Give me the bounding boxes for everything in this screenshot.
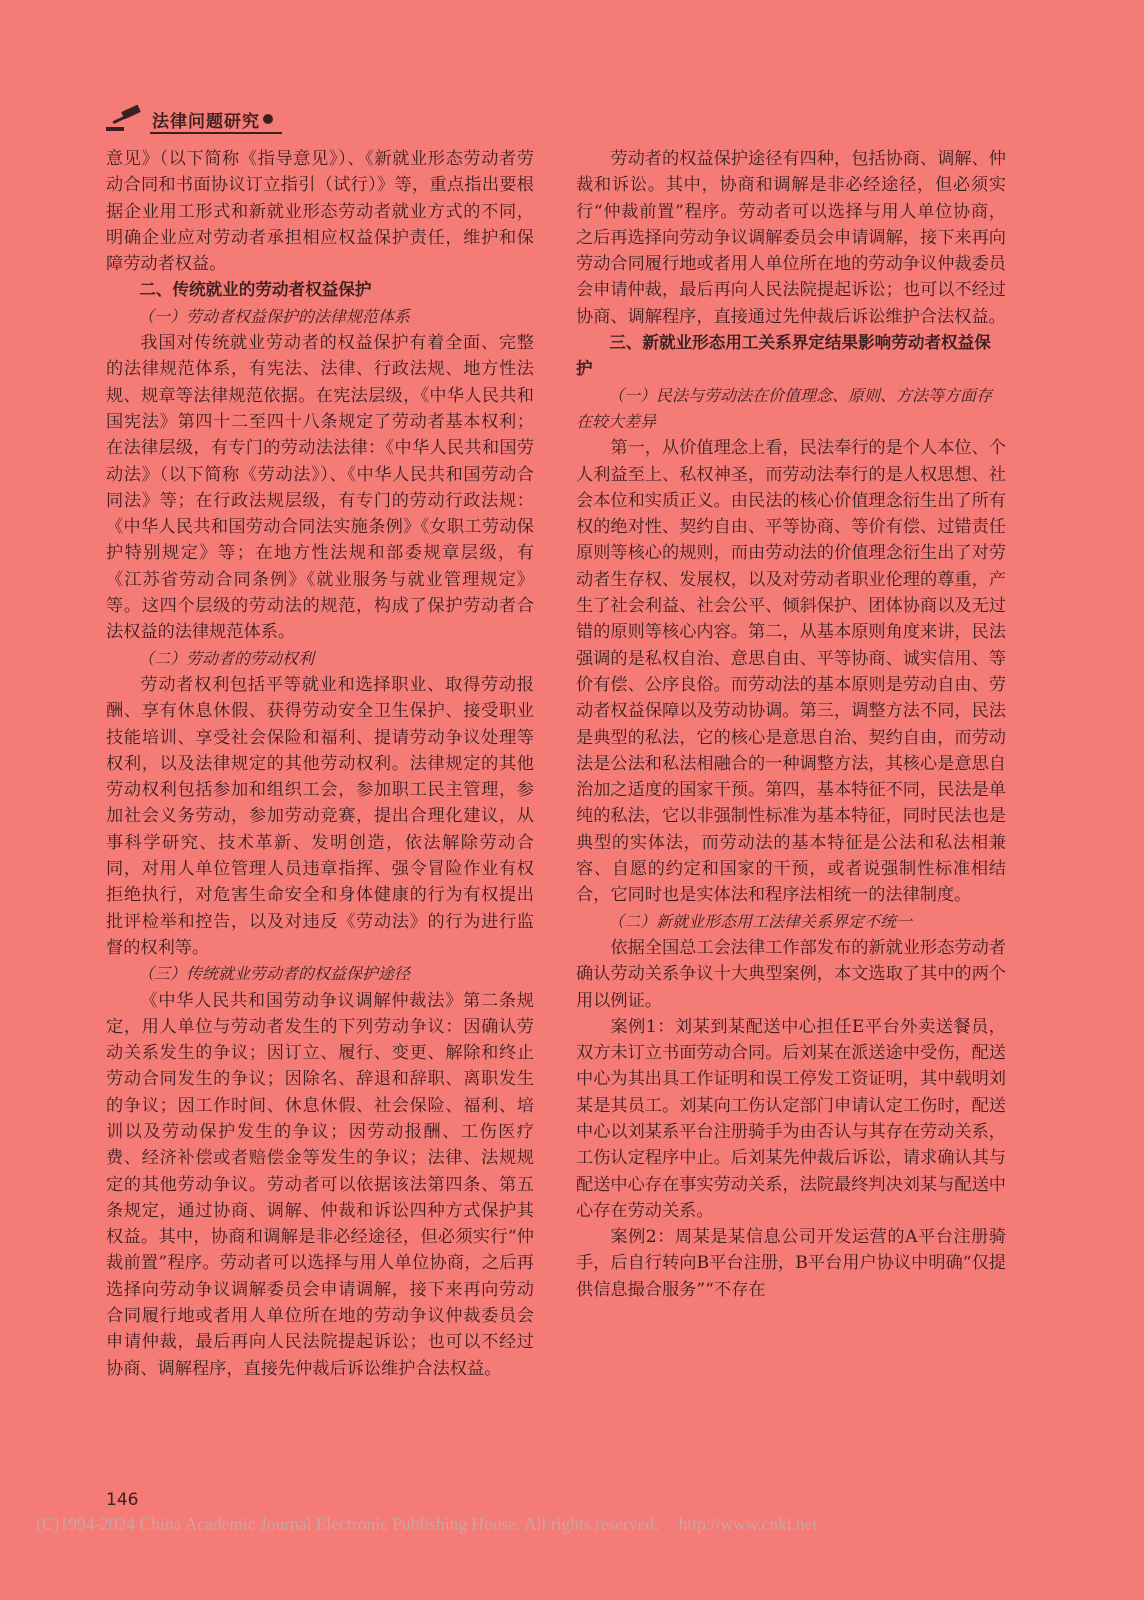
running-header [106, 104, 286, 134]
left-column [106, 146, 534, 1382]
section-heading: 二、传统就业的劳动者权益保护 [139, 280, 372, 300]
body-paragraph: 案例2：周某是某信息公司开发运营的A平台注册骑手，后自行转向B平台注册，B平台用户协议中明确“仅提供信息撮合服务”“不存在 [576, 1227, 1006, 1300]
body-paragraph: 依据全国总工会法律工作部发布的新就业形态劳动者确认劳动关系争议十大典型案例，本文选取了其中的两个用以例证。 [576, 937, 1006, 1011]
body-paragraph: 我国对传统就业劳动者的权益保护有着全面、完整的法律规范体系，有宪法、法律、行政法规、地方性法规、规章等法律规范依据。在宪法层级，《中华人民共和国宪法》第四十二至四十八条规定了劳动者基本权利；在法律层级，有专门的劳动法法律：《中华人民共和国劳动法》（以下简称《劳动法》）、《中华人民共和国劳动合同法》等；在行政法规层级，有专门的劳动行政法规：《中华人民共和国劳动合同法实施条例》《女职工劳动保护特别规定》等；在地方性法规和部委规章层级，有《江苏省劳动合同条例》《就业服务与就业管理规定》等。这四个层级的劳动法的规范，构成了保护劳动者合法权益的法律规范体系。 [106, 333, 534, 643]
body-paragraph: 第一，从价值理念上看，民法奉行的是个人本位、个人利益至上、私权神圣，而劳动法奉行的是人权思想、社会本位和实质正义。由民法的核心价值理念衍生出了所有权的绝对性、契约自由、平等协商、等价有偿、过错责任原则等核心的规则，而由劳动法的价值理念衍生出了对劳动者生存权、发展权，以及对劳动者职业伦理的尊重，产生了社会利益、社会公平、倾斜保护、团体协商以及无过错的原则等核心内容。第二，从基本原则角度来讲，民法强调的是私权自治、意思自由、平等协商、诚实信用、等价有偿、公序良俗。而劳动法的基本原则是劳动自由、劳动者权益保障以及劳动协调。第三，调整方法不同，民法是典型的私法，它的核心是意思自治、契约自由，而劳动法是公法和私法相融合的一种调整方法，其核心是意思自治加之适度的国家干预。第四，基本特征不同，民法是单纯的私法，它以非强制性标准为基本特征，同时民法也是典型的实体法，而劳动法的基本特征是公法和私法相兼容、自愿的约定和国家的干预，或者说强制性标准相结合，它同时也是实体法和程序法相统一的法律制度。 [576, 438, 1006, 906]
gavel-icon [106, 105, 148, 133]
subsection-heading: （二）新就业形态用工法律关系界定不统一 [608, 911, 913, 931]
copyright-footer [36, 1514, 817, 1535]
header-rule [150, 132, 282, 134]
subsection-heading: （三）传统就业劳动者的权益保护途径 [138, 964, 411, 984]
body-paragraph: 劳动者的权益保护途径有四种，包括协商、调解、仲裁和诉讼。其中，协商和调解是非必经途径，但必须实行“仲裁前置”程序。劳动者可以选择与用人单位协商，之后再选择向劳动争议调解委员会申请调解，接下来再向劳动合同履行地或者用人单位所在地的劳动争议仲裁委员会申请仲裁，最后再向人民法院提起诉讼；也可以不经过协商、调解程序，直接通过先仲裁后诉讼维护合法权益。 [576, 149, 1006, 327]
copyright-text: (C)1994-2024 China Academic Journal Electronic Publishing House. All rights reserved. [36, 1514, 659, 1534]
body-paragraph: 案例1：刘某到某配送中心担任E平台外卖送餐员，双方未订立书面劳动合同。后刘某在派送途中受伤，配送中心为其出具工作证明和误工停发工资证明，其中载明刘某是其员工。刘某向工伤认定部门申请认定工伤时，配送中心以刘某系平台注册骑手为由否认与其存在劳动关系，工伤认定程序中止。后刘某先仲裁后诉讼，请求确认其与配送中心存在事实劳动关系，法院最终判决刘某与配送中心存在劳动关系。 [576, 1016, 1006, 1221]
subsection-heading: （一）劳动者权益保护的法律规范体系 [138, 306, 411, 326]
subsection-heading: （一）民法与劳动法在价值理念、原则、方法等方面存在较大差异 [576, 385, 993, 431]
journal-section-title: 法律问题研究 [152, 111, 260, 132]
right-column [576, 146, 1006, 1303]
body-paragraph: 劳动者权利包括平等就业和选择职业、取得劳动报酬、享有休息休假、获得劳动安全卫生保护、接受职业技能培训、享受社会保险和福利、提请劳动争议处理等权利，以及法律规定的其他劳动权利。法律规定的其他劳动权利包括参加和组织工会，参加职工民主管理，参加社会义务劳动，参加劳动竞赛，提出合理化建议，从事科学研究、技术革新、发明创造，依法解除劳动合同，对用人单位管理人员违章指挥、强令冒险作业有权拒绝执行，对危害生命安全和身体健康的行为有权提出批评检举和控告，以及对违反《劳动法》的行为进行监督的权利等。 [106, 674, 534, 958]
section-heading: 三、新就业形态用工关系界定结果影响劳动者权益保护 [576, 333, 991, 379]
header-dot [263, 114, 273, 124]
website-link[interactable]: http://www.cnki.net [678, 1514, 818, 1534]
body-paragraph: 意见》（以下简称《指导意见》）、《新就业形态劳动者劳动合同和书面协议订立指引（试行）》等，重点指出要根据企业用工形式和新就业形态劳动者就业方式的不同，明确企业应对劳动者承担相应权益保护责任，维护和保障劳动者权益。 [106, 149, 534, 275]
body-paragraph: 《中华人民共和国劳动争议调解仲裁法》第二条规定，用人单位与劳动者发生的下列劳动争议：因确认劳动关系发生的争议；因订立、履行、变更、解除和终止劳动合同发生的争议；因除名、辞退和辞职、离职发生的争议；因工作时间、休息休假、社会保险、福利、培训以及劳动保护发生的争议；因劳动报酬、工伤医疗费、经济补偿或者赔偿金等发生的争议；法律、法规规定的其他劳动争议。劳动者可以依据该法第四条、第五条规定，通过协商、调解、仲裁和诉讼四种方式保护其权益。其中，协商和调解是非必经途径，但必须实行“仲裁前置”程序。劳动者可以选择与用人单位协商，之后再选择向劳动争议调解委员会申请调解，接下来再向劳动合同履行地或者用人单位所在地的劳动争议仲裁委员会申请仲裁，最后再向人民法院提起诉讼；也可以不经过协商、调解程序，直接先仲裁后诉讼维护合法权益。 [106, 990, 534, 1379]
subsection-heading: （二）劳动者的劳动权利 [138, 648, 315, 668]
page-number: 146 [106, 1490, 139, 1510]
